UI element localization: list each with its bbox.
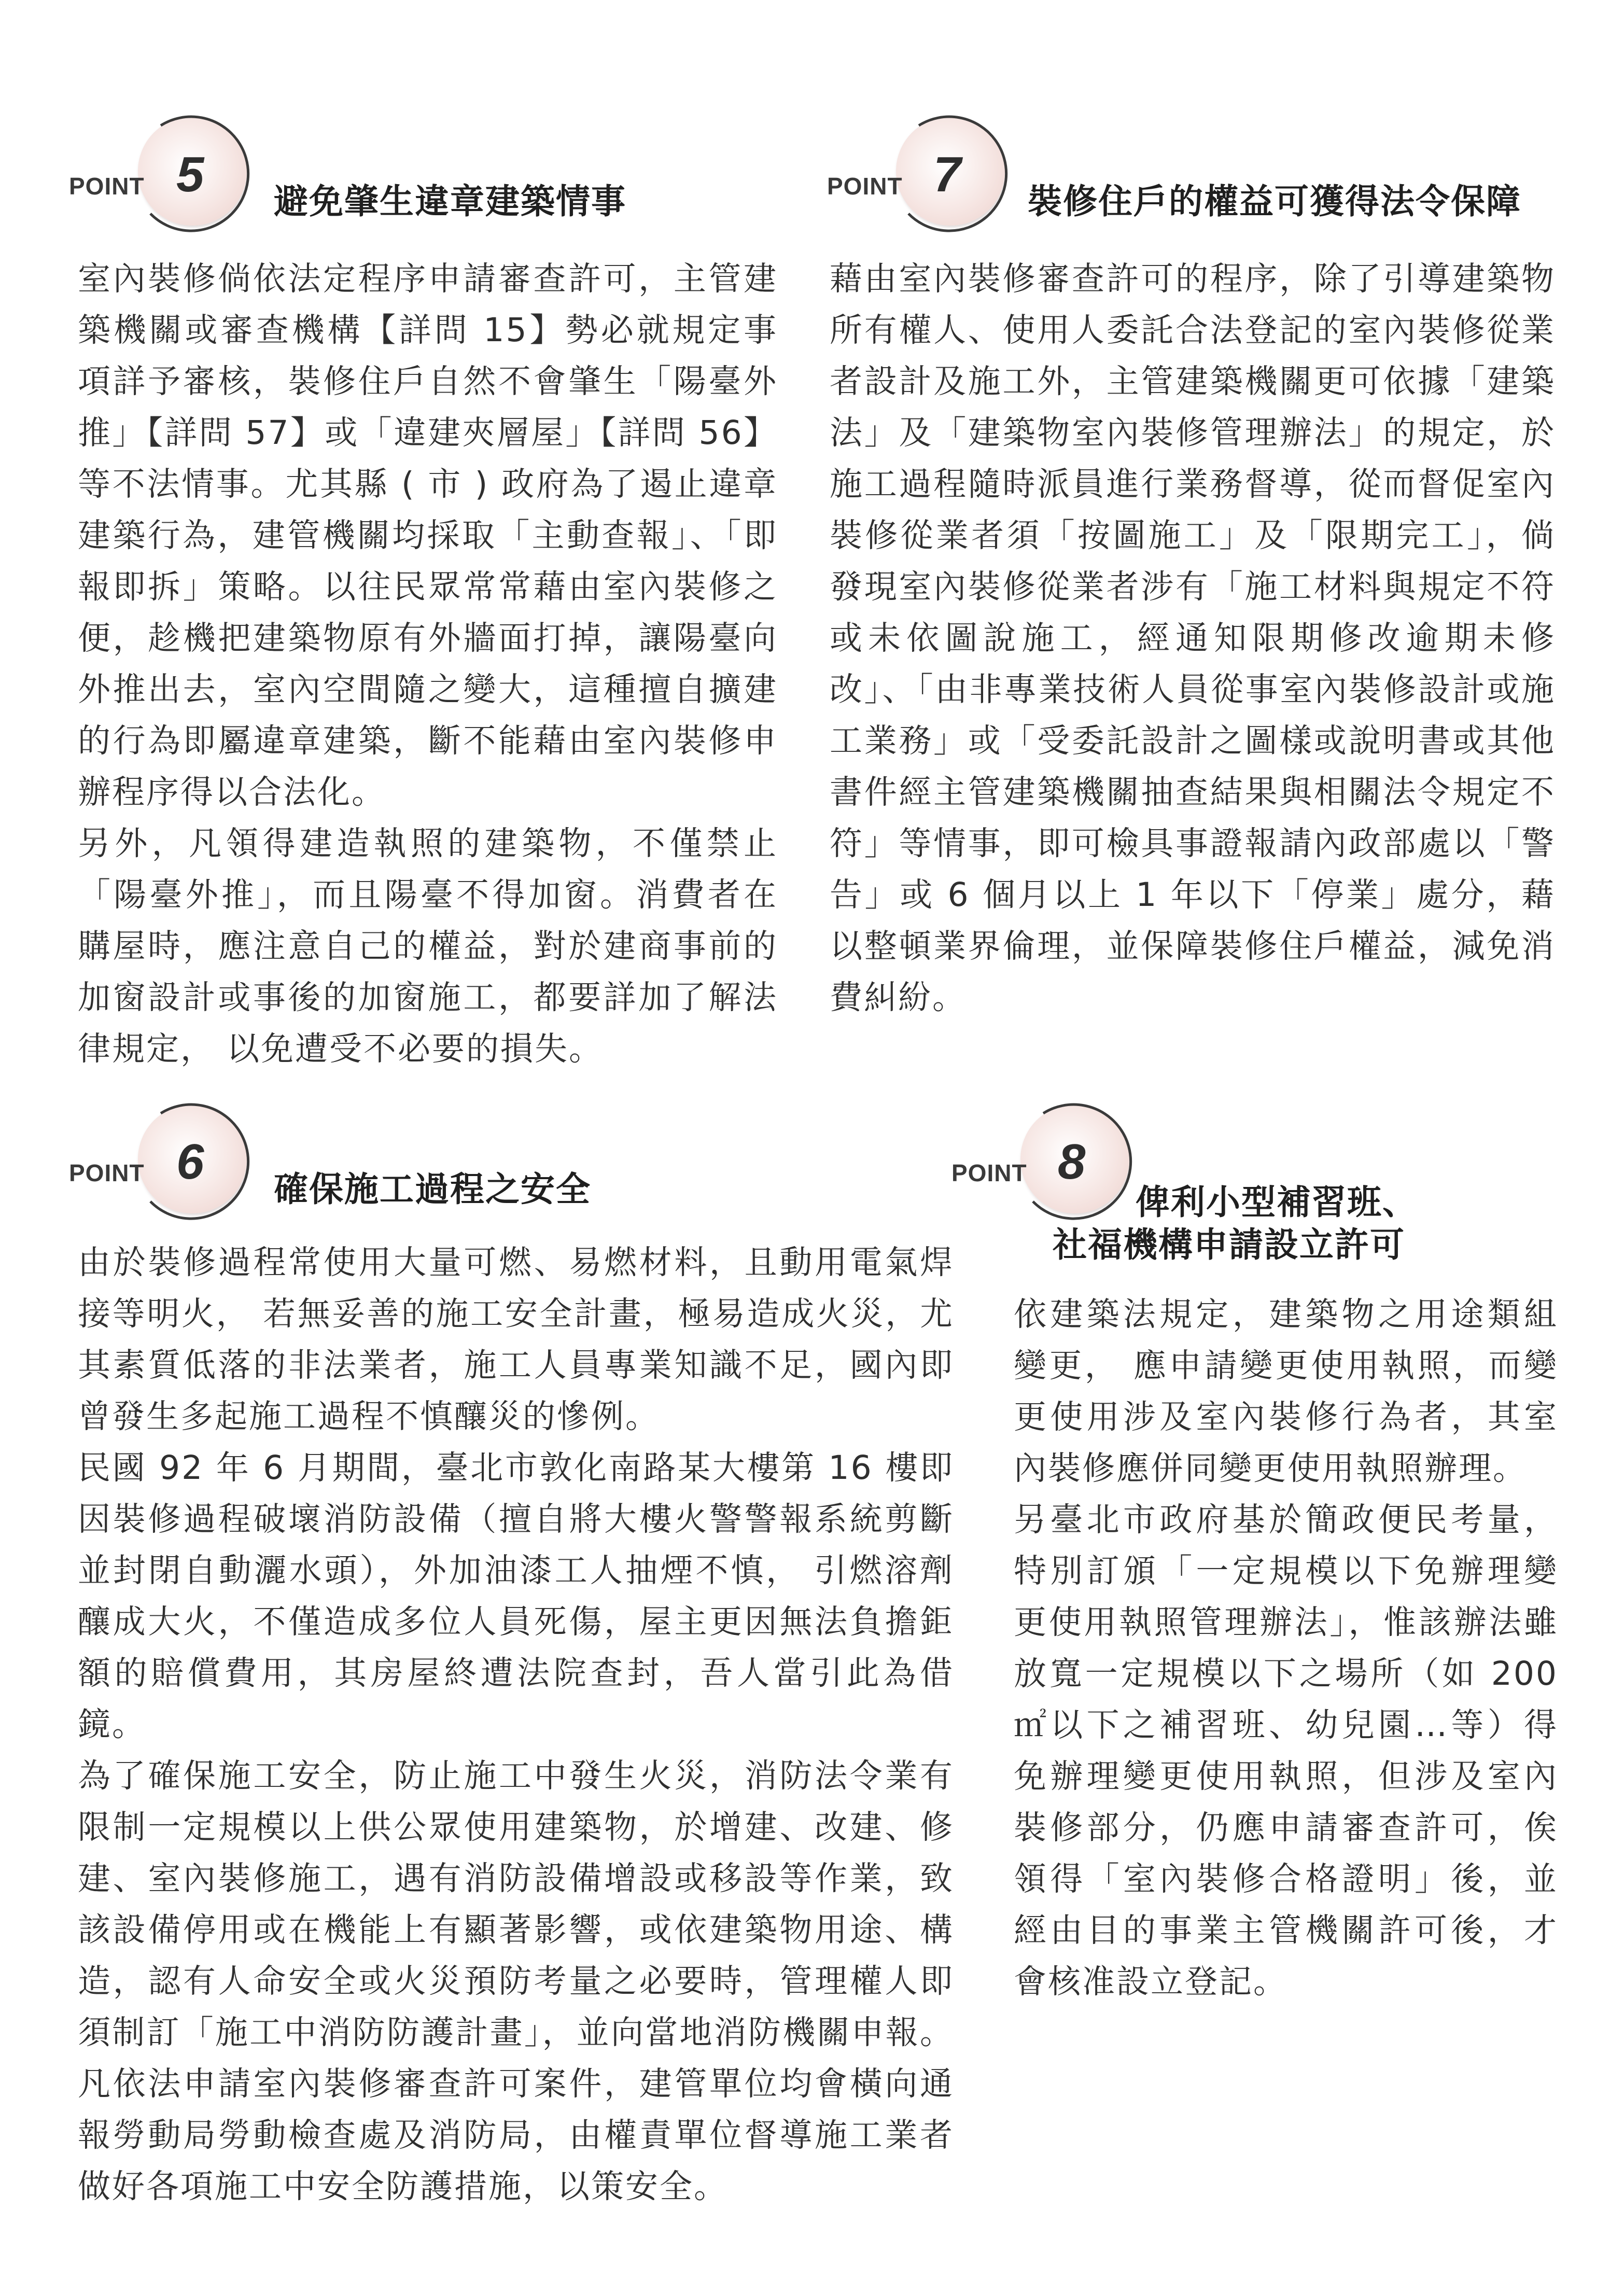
section-6-paragraph-2: 民國 92 年 6 月期間，臺北市敦化南路某大樓第 16 樓即因裝修過程破壞消防設備（擅自將大樓火警警報系統剪斷並封閉自動灑水頭），外加油漆工人抽煙不慎， 引燃溶劑釀成大火，不僅造成多位人員死傷，屋主更因無法負擔鉅額的賠償費用，其房屋終遭法院查封，吾人當引此為借鏡。 [78,1449,954,1743]
section-8-paragraph-2: 另臺北市政府基於簡政便民考量，特別訂頒「一定規模以下免辦理變更使用執照管理辦法」，惟該辦法雖放寬一定規模以下之場所（如 200 ㎡以下之補習班、幼兒園…等）得免辦理變更使用執照，但涉及室內裝修部分，仍應申請審查許可，俟領得「室內裝修合格證明」後，並經由目的事業主管機關許可後，才會核准設立登記。 [1014,1501,1558,2001]
point-5-number: 5 [176,147,204,202]
section-7-title: 裝修住戶的權益可獲得法令保障 [1028,181,1521,221]
point-8-number: 8 [1058,1134,1086,1190]
section-8-title [1053,1181,1550,1266]
section-7-body [830,253,1556,1023]
point-6-label: POINT [69,1159,145,1186]
section-5-title: 避免肇生違章建築情事 [274,181,626,221]
section-8-body [1014,1289,1558,2007]
section-6-body [78,1237,954,2212]
section-8-paragraph-1: 依建築法規定，建築物之用途類組變更， 應申請變更使用執照，而變更使用涉及室內裝修行為者，其室內裝修應併同變更使用執照辦理。 [1014,1295,1558,1487]
section-8-title-line-1: 俾利小型補習班、 [1136,1182,1418,1222]
section-5-paragraph-2: 另外，凡領得建造執照的建築物，不僅禁止「陽臺外推」，而且陽臺不得加窗。消費者在購屋時，應注意自己的權益，對於建商事前的加窗設計或事後的加窗施工，都要詳加了解法律規定， 以免遭受不必要的損失。 [78,824,778,1068]
point-7-label: POINT [827,173,903,200]
point-5-label: POINT [69,173,145,200]
section-7-paragraph-1: 藉由室內裝修審查許可的程序，除了引導建築物所有權人、使用人委託合法登記的室內裝修從業者設計及施工外，主管建築機關更可依據「建築法」及「建築物室內裝修管理辦法」的規定，於施工過程隨時派員進行業務督導，從而督促室內裝修從業者須「按圖施工」及「限期完工」，倘發現室內裝修從業者涉有「施工材料與規定不符或未依圖說施工，經通知限期修改逾期未修改」、「由非專業技術人員從事室內裝修設計或施工業務」或「受委託設計之圖樣或說明書或其他書件經主管建築機關抽查結果與相關法令規定不符」等情事，即可檢具事證報請內政部處以「警告」或 6 個月以上 1 年以下「停業」處分，藉以整頓業界倫理，並保障裝修住戶權益，減免消費糾紛。 [830,260,1556,1016]
section-6-paragraph-3: 為了確保施工安全，防止施工中發生火災，消防法令業有限制一定規模以上供公眾使用建築物，於增建、改建、修建、室內裝修施工，遇有消防設備增設或移設等作業，致該設備停用或在機能上有顯著影響，或依建築物用途、構造，認有人命安全或火災預防考量之必要時，管理權人即須制訂「施工中消防防護計畫」，並向當地消防機關申報。凡依法申請室內裝修審查許可案件，建管單位均會橫向通報勞動局勞動檢查處及消防局，由權責單位督導施工業者做好各項施工中安全防護措施，以策安全。 [78,1757,954,2205]
section-6-paragraph-1: 由於裝修過程常使用大量可燃、易燃材料，且動用電氣焊接等明火， 若無妥善的施工安全計畫，極易造成火災，尤其素質低落的非法業者，施工人員專業知識不足，國內即曾發生多起施工過程不慎釀災的慘例。 [78,1243,954,1435]
section-8-title-line-2: 社福機構申請設立許可 [1053,1225,1405,1265]
point-7-number: 7 [933,147,961,202]
section-5-paragraph-1: 室內裝修倘依法定程序申請審查許可，主管建築機關或審查機構【詳問 15】勢必就規定事項詳予審核，裝修住戶自然不會肇生「陽臺外推」【詳問 57】或「違建夾層屋」【詳問 56】等不法情事。尤其縣 ( 市 ) 政府為了遏止違章建築行為，建管機關均採取「主動查報」、「即報即拆」策略。以往民眾常常藉由室內裝修之便，趁機把建築物原有外牆面打掉，讓陽臺向外推出去，室內空間隨之變大，這種擅自擴建的行為即屬違章建築，斷不能藉由室內裝修申辦程序得以合法化。 [78,260,778,811]
section-5-body [78,253,778,1074]
point-8-label: POINT [951,1159,1027,1186]
section-6-title: 確保施工過程之安全 [274,1169,591,1209]
point-6-number: 6 [176,1134,204,1190]
